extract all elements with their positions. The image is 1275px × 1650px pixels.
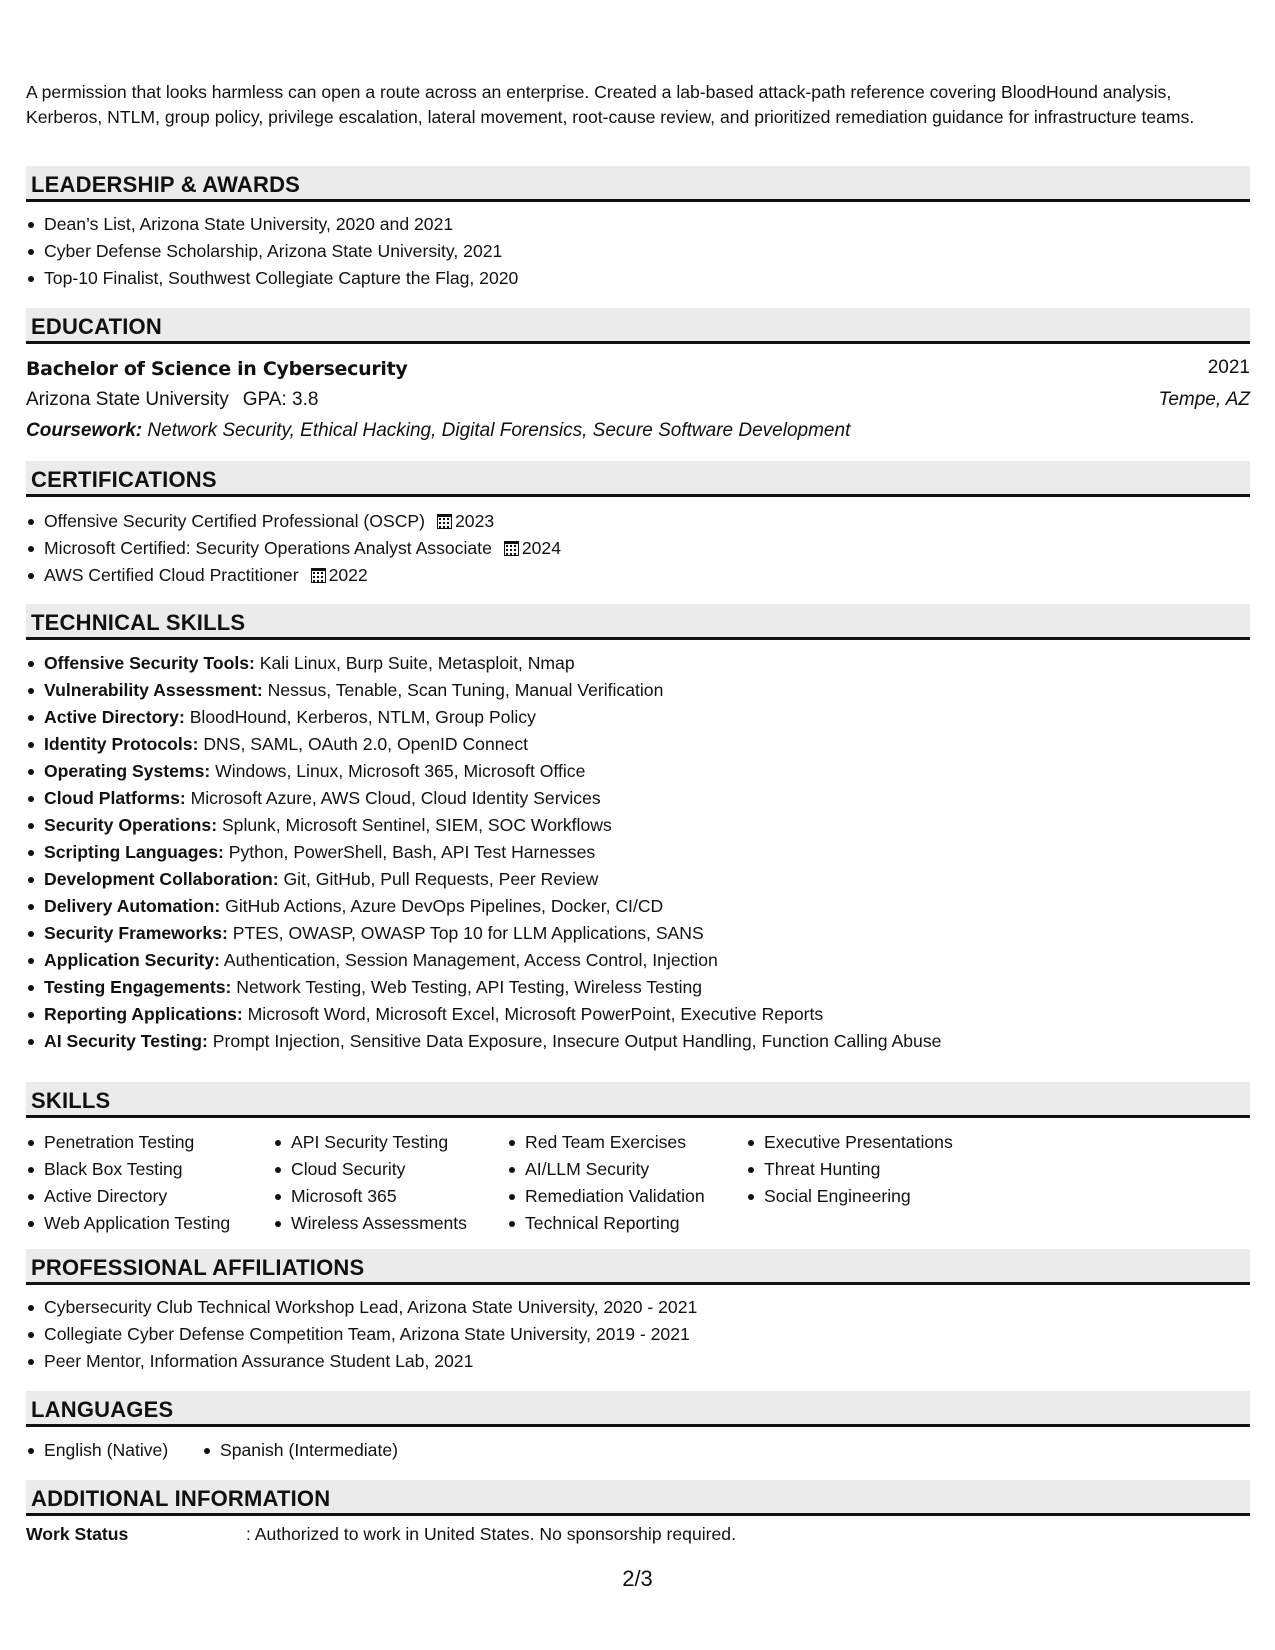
affiliations-list xyxy=(26,1294,697,1375)
section-header-technical-skills xyxy=(26,604,1250,640)
list-item: English (Native) xyxy=(26,1437,168,1464)
list-item xyxy=(26,812,941,839)
page-indicator: 2/3 xyxy=(622,1566,653,1591)
list-item xyxy=(26,785,941,812)
list-item xyxy=(26,758,941,785)
list-item: Dean’s List, Arizona State University, 2020 and 2021 xyxy=(26,211,518,238)
work-status-value: : Authorized to work in United States. No sponsorship required. xyxy=(246,1524,736,1544)
section-title: ADDITIONAL INFORMATION xyxy=(31,1486,331,1511)
skill-values: Windows, Linux, Microsoft 365, Microsoft Office xyxy=(210,761,586,781)
list-item xyxy=(26,535,561,562)
list-item: AI/LLM Security xyxy=(507,1156,705,1183)
work-status-label: Work Status xyxy=(26,1524,129,1544)
list-item xyxy=(26,839,941,866)
calendar-icon xyxy=(311,568,326,583)
skill-values: Prompt Injection, Sensitive Data Exposure, Insecure Output Handling, Function Calling Abuse xyxy=(207,1031,942,1051)
skill-values: Microsoft Word, Microsoft Excel, Microsoft PowerPoint, Executive Reports xyxy=(242,1004,824,1024)
coursework-line xyxy=(26,420,850,442)
section-title: CERTIFICATIONS xyxy=(31,467,217,492)
technical-skills-list xyxy=(26,650,941,1055)
calendar-icon xyxy=(437,514,452,529)
list-item xyxy=(26,1028,941,1055)
list-item: Threat Hunting xyxy=(746,1156,953,1183)
list-item xyxy=(26,1001,941,1028)
list-item: Microsoft 365 xyxy=(273,1183,467,1210)
list-item: Social Engineering xyxy=(746,1183,953,1210)
section-title: LEADERSHIP & AWARDS xyxy=(31,172,301,197)
list-item xyxy=(26,974,941,1001)
list-item: Cloud Security xyxy=(273,1156,467,1183)
section-title: LANGUAGES xyxy=(31,1397,174,1422)
cert-name: Microsoft Certified: Security Operations Analyst Associate xyxy=(44,538,492,558)
section-header-certifications xyxy=(26,461,1250,497)
skill-values: Python, PowerShell, Bash, API Test Harnesses xyxy=(223,842,596,862)
section-header-additional xyxy=(26,1480,1250,1516)
section-header-affiliations xyxy=(26,1249,1250,1285)
list-item xyxy=(26,508,561,535)
skill-category: Application Security: xyxy=(44,950,220,970)
list-item xyxy=(26,893,941,920)
skill-category: Cloud Platforms: xyxy=(44,788,186,808)
skill-category: Vulnerability Assessment: xyxy=(44,680,263,700)
project-description: A permission that looks harmless can open a route across an enterprise. Created a lab-based attack-path reference covering BloodHound analysis, Kerberos, NTLM, group policy, privilege escalation, lateral movement, root-cause review, and prioritized remediation guidance for infrastructure teams. xyxy=(26,82,1195,127)
list-item: API Security Testing xyxy=(273,1129,467,1156)
certifications-list xyxy=(26,508,561,589)
skills-column xyxy=(746,1129,953,1210)
skills-column xyxy=(273,1129,467,1237)
skill-values: PTES, OWASP, OWASP Top 10 for LLM Applications, SANS xyxy=(227,923,704,943)
skill-category: Testing Engagements: xyxy=(44,977,232,997)
list-item: Wireless Assessments xyxy=(273,1210,467,1237)
skill-category: Identity Protocols: xyxy=(44,734,199,754)
section-header-leadership xyxy=(26,166,1250,202)
list-item: Remediation Validation xyxy=(507,1183,705,1210)
list-item xyxy=(26,650,941,677)
list-item: Peer Mentor, Information Assurance Student Lab, 2021 xyxy=(26,1348,697,1375)
languages-list xyxy=(26,1437,168,1464)
list-item: Black Box Testing xyxy=(26,1156,230,1183)
skill-category: Development Collaboration: xyxy=(44,869,279,889)
skills-column xyxy=(26,1129,230,1237)
list-item: Top-10 Finalist, Southwest Collegiate Capture the Flag, 2020 xyxy=(26,265,518,292)
list-item: Cybersecurity Club Technical Workshop Lead, Arizona State University, 2020 - 2021 xyxy=(26,1294,697,1321)
skills-column xyxy=(507,1129,705,1237)
cert-name: Offensive Security Certified Professional (OSCP) xyxy=(44,511,426,531)
skill-category: Active Directory: xyxy=(44,707,185,727)
skill-values: Splunk, Microsoft Sentinel, SIEM, SOC Workflows xyxy=(217,815,612,835)
section-title: EDUCATION xyxy=(31,314,162,339)
school-line xyxy=(26,389,318,411)
skill-values: Network Testing, Web Testing, API Testing, Wireless Testing xyxy=(231,977,703,997)
skill-category: Security Operations: xyxy=(44,815,218,835)
skill-category: Delivery Automation: xyxy=(44,896,221,916)
list-item: Spanish (Intermediate) xyxy=(202,1437,398,1464)
degree-title: Bachelor of Science in Cybersecurity xyxy=(26,358,408,380)
leadership-list xyxy=(26,211,518,292)
gpa: GPA: 3.8 xyxy=(242,389,319,410)
list-item: Penetration Testing xyxy=(26,1129,230,1156)
skill-values: Authentication, Session Management, Access Control, Injection xyxy=(219,950,718,970)
list-item xyxy=(26,920,941,947)
skill-values: GitHub Actions, Azure DevOps Pipelines, Docker, CI/CD xyxy=(220,896,664,916)
section-title: TECHNICAL SKILLS xyxy=(31,610,246,635)
cert-year: 2023 xyxy=(455,511,495,531)
skill-category: Scripting Languages: xyxy=(44,842,224,862)
cert-year: 2022 xyxy=(328,565,368,585)
school-location: Tempe, AZ xyxy=(1158,389,1250,410)
graduation-year: 2021 xyxy=(1207,357,1250,378)
skill-category: AI Security Testing: xyxy=(44,1031,208,1051)
section-header-education xyxy=(26,308,1250,344)
list-item: Active Directory xyxy=(26,1183,230,1210)
calendar-icon xyxy=(504,541,519,556)
skill-values: BloodHound, Kerberos, NTLM, Group Policy xyxy=(184,707,536,727)
list-item xyxy=(26,731,941,758)
list-item xyxy=(26,677,941,704)
skill-category: Operating Systems: xyxy=(44,761,211,781)
cert-year: 2024 xyxy=(521,538,561,558)
skill-category: Reporting Applications: xyxy=(44,1004,243,1024)
section-header-languages xyxy=(26,1391,1250,1427)
skill-values: DNS, SAML, OAuth 2.0, OpenID Connect xyxy=(198,734,529,754)
skill-values: Git, GitHub, Pull Requests, Peer Review xyxy=(278,869,599,889)
list-item: Executive Presentations xyxy=(746,1129,953,1156)
list-item: Red Team Exercises xyxy=(507,1129,705,1156)
section-title: PROFESSIONAL AFFILIATIONS xyxy=(31,1255,365,1280)
skill-values: Microsoft Azure, AWS Cloud, Cloud Identity Services xyxy=(185,788,601,808)
skill-category: Security Frameworks: xyxy=(44,923,228,943)
cert-name: AWS Certified Cloud Practitioner xyxy=(44,565,299,585)
list-item xyxy=(26,562,561,589)
section-header-skills xyxy=(26,1082,1250,1118)
list-item xyxy=(26,704,941,731)
list-item: Cyber Defense Scholarship, Arizona State University, 2021 xyxy=(26,238,518,265)
skill-values: Nessus, Tenable, Scan Tuning, Manual Verification xyxy=(262,680,664,700)
school-name: Arizona State University xyxy=(26,389,229,410)
list-item: Technical Reporting xyxy=(507,1210,705,1237)
list-item: Web Application Testing xyxy=(26,1210,230,1237)
coursework-value: Network Security, Ethical Hacking, Digital Forensics, Secure Software Development xyxy=(142,420,851,441)
coursework-label: Coursework: xyxy=(26,420,143,441)
list-item xyxy=(26,866,941,893)
section-title: SKILLS xyxy=(31,1088,111,1113)
skill-values: Kali Linux, Burp Suite, Metasploit, Nmap xyxy=(254,653,575,673)
list-item xyxy=(26,947,941,974)
list-item: Collegiate Cyber Defense Competition Team, Arizona State University, 2019 - 2021 xyxy=(26,1321,697,1348)
skill-category: Offensive Security Tools: xyxy=(44,653,255,673)
languages-list xyxy=(202,1437,398,1464)
